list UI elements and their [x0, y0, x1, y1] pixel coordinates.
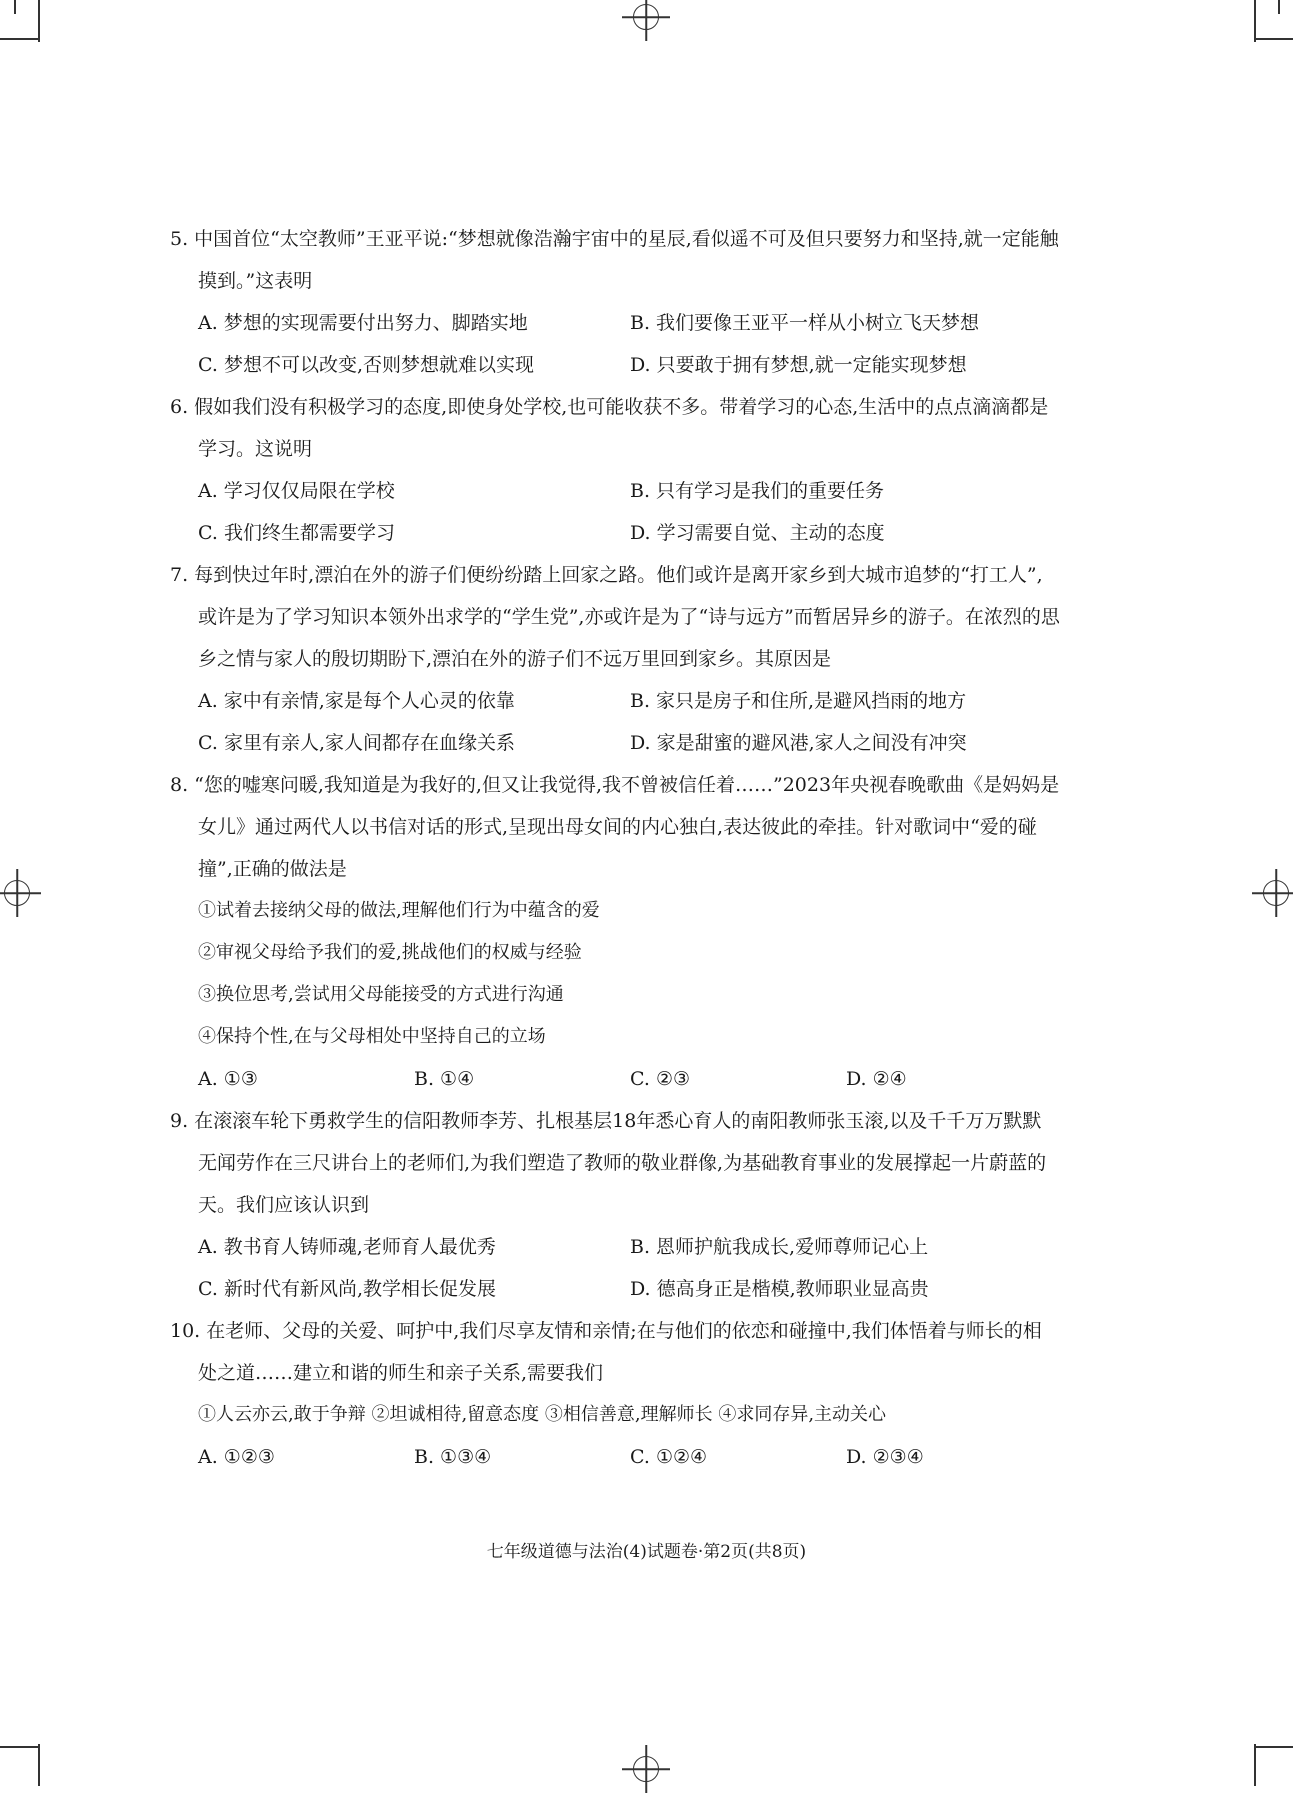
option-d: D. 家是甜蜜的避风港,家人之间没有冲突	[630, 732, 967, 754]
crop-mark-top-left-h	[0, 38, 40, 40]
registration-mark-bottom	[633, 1756, 659, 1782]
crop-mark-bottom-right-v	[1254, 1744, 1256, 1786]
option-a: A. 家中有亲情,家是每个人心灵的依靠	[198, 690, 515, 712]
option-c: C. ②③	[630, 1068, 691, 1090]
option-d: D. 只要敢于拥有梦想,就一定能实现梦想	[630, 354, 967, 376]
crop-mark-bottom-right-h	[1254, 1746, 1293, 1748]
option-a: A. 教书育人铸师魂,老师育人最优秀	[198, 1236, 496, 1258]
registration-mark-top	[633, 4, 659, 30]
question-7	[170, 554, 1060, 764]
crop-mark-bottom-left-h	[0, 1746, 40, 1748]
option-list	[170, 1436, 1060, 1478]
option-c: C. ①②④	[630, 1446, 708, 1468]
question-stem: 8. “您的嘘寒问暖,我知道是为我好的,但又让我觉得,我不曾被信任着……”2023年央视春晚歌曲《是妈妈是女儿》通过两代人以书信对话的形式,呈现出母女间的内心独白,表达彼此的牵挂。针对歌词中“爱的碰撞”,正确的做法是	[170, 774, 1060, 880]
statement-item: ①试着去接纳父母的做法,理解他们行为中蕴含的爱	[198, 900, 600, 921]
registration-mark-right	[1263, 880, 1289, 906]
question-stem: 7. 每到快过年时,漂泊在外的游子们便纷纷踏上回家之路。他们或许是离开家乡到大城市追梦的“打工人”,或许是为了学习知识本领外出求学的“学生党”,亦或许是为了“诗与远方”而暂居异乡的游子。在浓烈的思乡之情与家人的殷切期盼下,漂泊在外的游子们不远万里回到家乡。其原因是	[170, 564, 1060, 670]
option-d: D. ②③④	[846, 1446, 924, 1468]
option-c: C. 新时代有新风尚,教学相长促发展	[198, 1278, 496, 1300]
crop-mark-top-left-v	[38, 0, 40, 42]
question-stem: 6. 假如我们没有积极学习的态度,即使身处学校,也可能收获不多。带着学习的心态,生活中的点点滴滴都是学习。这说明	[170, 396, 1049, 460]
question-9	[170, 1100, 1060, 1310]
question-5	[170, 218, 1060, 386]
option-a: A. 梦想的实现需要付出努力、脚踏实地	[198, 312, 528, 334]
question-stem: 9. 在滚滚车轮下勇救学生的信阳教师李芳、扎根基层18年悉心育人的南阳教师张玉滚,以及千千万万默默无闻劳作在三尺讲台上的老师们,为我们塑造了教师的敬业群像,为基础教育事业的发展撑起一片蔚蓝的天。我们应该认识到	[170, 1110, 1047, 1216]
question-stem: 10. 在老师、父母的关爱、呵护中,我们尽享友情和亲情;在与他们的依恋和碰撞中,我们体悟着与师长的相处之道……建立和谐的师生和亲子关系,需要我们	[170, 1320, 1042, 1384]
option-b: B. 恩师护航我成长,爱师尊师记心上	[630, 1236, 929, 1258]
crop-mark-top-right-v	[1254, 0, 1256, 42]
option-b: B. 家只是房子和住所,是避风挡雨的地方	[630, 690, 967, 712]
option-c: C. 家里有亲人,家人间都存在血缘关系	[198, 732, 515, 754]
option-list	[170, 680, 1060, 764]
statement-item: ②审视父母给予我们的爱,挑战他们的权威与经验	[198, 942, 582, 963]
option-a: A. ①③	[198, 1068, 258, 1090]
option-list	[170, 302, 1060, 386]
option-list	[170, 1058, 1060, 1100]
option-a: A. ①②③	[198, 1446, 275, 1468]
exam-content	[170, 218, 1060, 1478]
option-b: B. 只有学习是我们的重要任务	[630, 480, 885, 502]
statement-items: ①人云亦云,敢于争辩 ②坦诚相待,留意态度 ③相信善意,理解师长 ④求同存异,主动关心	[198, 1404, 887, 1425]
crop-mark-top-left-v2	[14, 0, 16, 14]
registration-mark-left	[4, 880, 30, 906]
statement-item: ③换位思考,尝试用父母能接受的方式进行沟通	[198, 984, 564, 1005]
option-d: D. ②④	[846, 1068, 907, 1090]
option-d: D. 学习需要自觉、主动的态度	[630, 522, 885, 544]
crop-mark-top-right-h	[1254, 38, 1293, 40]
option-c: C. 我们终生都需要学习	[198, 522, 395, 544]
crop-mark-bottom-left-v	[38, 1744, 40, 1786]
option-list	[170, 470, 1060, 554]
option-c: C. 梦想不可以改变,否则梦想就难以实现	[198, 354, 534, 376]
option-b: B. ①④	[414, 1068, 475, 1090]
crop-mark-top-right-v2	[1278, 0, 1280, 14]
option-d: D. 德高身正是楷模,教师职业显高贵	[630, 1278, 929, 1300]
option-b: B. ①③④	[414, 1446, 492, 1468]
question-stem: 5. 中国首位“太空教师”王亚平说:“梦想就像浩瀚宇宙中的星辰,看似遥不可及但只要努力和坚持,就一定能触摸到。”这表明	[170, 228, 1059, 292]
option-b: B. 我们要像王亚平一样从小树立飞天梦想	[630, 312, 980, 334]
option-a: A. 学习仅仅局限在学校	[198, 480, 395, 502]
page-footer: 七年级道德与法治(4)试题卷·第2页(共8页)	[486, 1542, 807, 1562]
question-6	[170, 386, 1060, 554]
option-list	[170, 1226, 1060, 1310]
statement-item: ④保持个性,在与父母相处中坚持自己的立场	[198, 1026, 546, 1047]
question-8	[170, 764, 1060, 1100]
question-10	[170, 1310, 1060, 1478]
